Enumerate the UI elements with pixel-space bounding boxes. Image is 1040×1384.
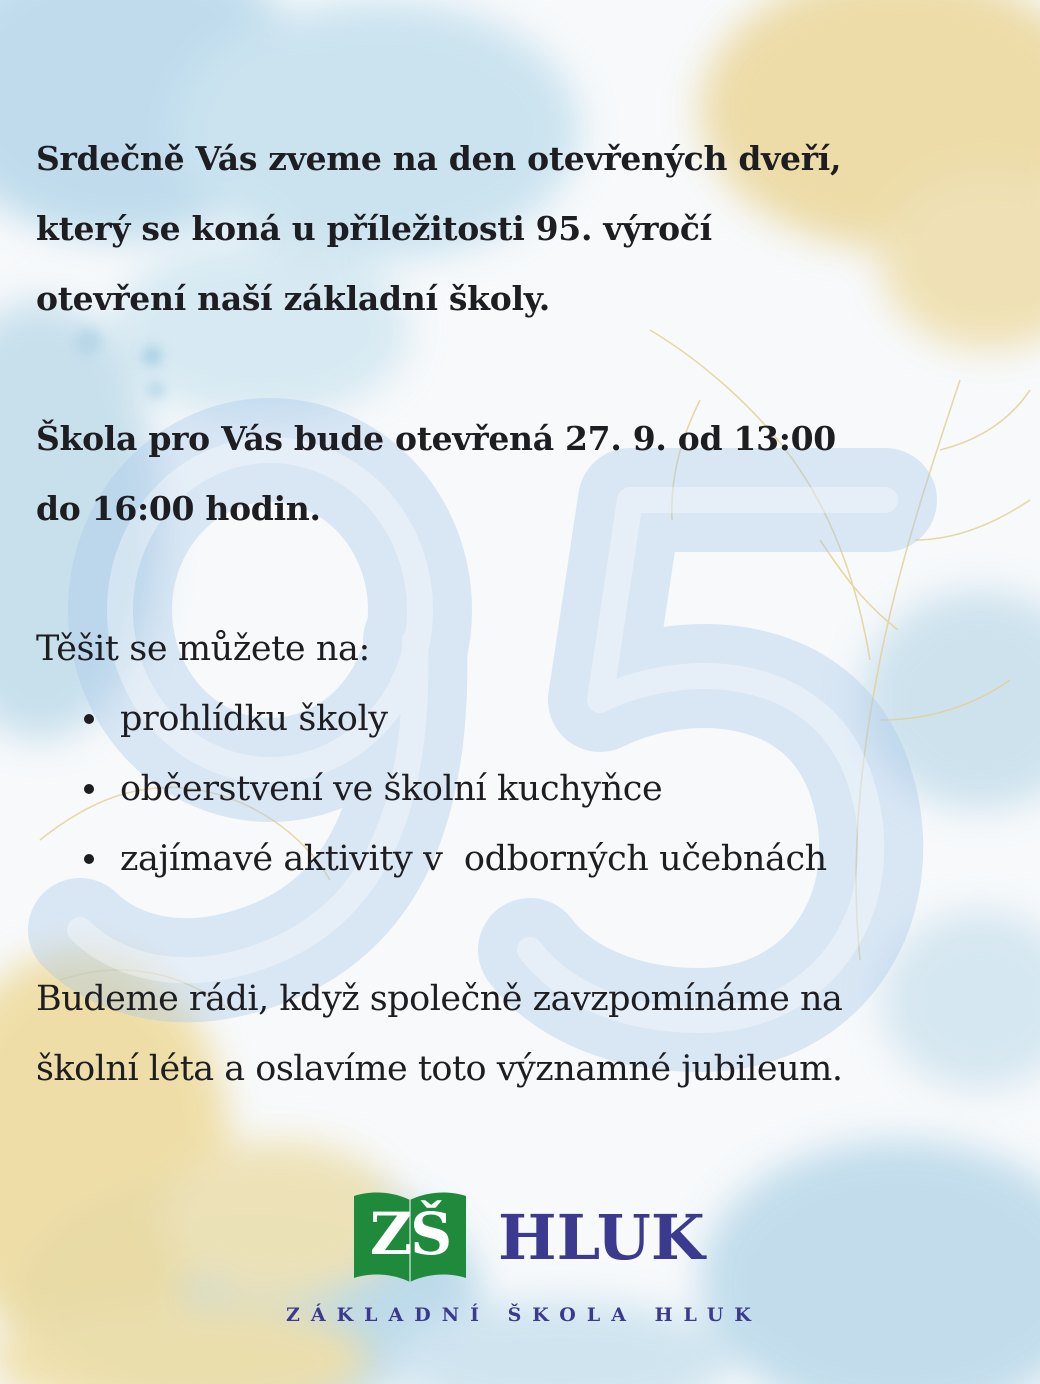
invitation-paragraph: Srdečně Vás zveme na den otevřených dveří, který se koná u příležitosti 95. výročí otevření naší základní školy.	[36, 139, 842, 318]
list-item: občerstvení ve školní kuchyňce	[36, 754, 827, 824]
list-item: prohlídku školy	[36, 684, 827, 754]
list-item: zajímavé aktivity v odborných učebnách	[36, 824, 827, 894]
opening-hours-paragraph: Škola pro Vás bude otevřená 27. 9. od 13:00 do 16:00 hodin.	[36, 419, 836, 528]
closing-paragraph: Budeme rádi, když společně zavzpomínáme na školní léta a oslavíme toto významné jubileum.	[36, 979, 843, 1089]
school-full-name: ZÁKLADNÍ ŠKOLA HLUK	[286, 1304, 762, 1326]
logo-name: HLUK	[498, 1201, 705, 1274]
bullet-icon	[84, 714, 94, 724]
program-list	[36, 684, 827, 894]
bullet-icon	[84, 784, 94, 794]
bullet-icon	[84, 854, 94, 864]
logo-abbreviation: ZŠ	[369, 1200, 451, 1268]
program-intro: Těšit se můžete na:	[36, 629, 370, 669]
school-logo	[350, 1188, 720, 1288]
